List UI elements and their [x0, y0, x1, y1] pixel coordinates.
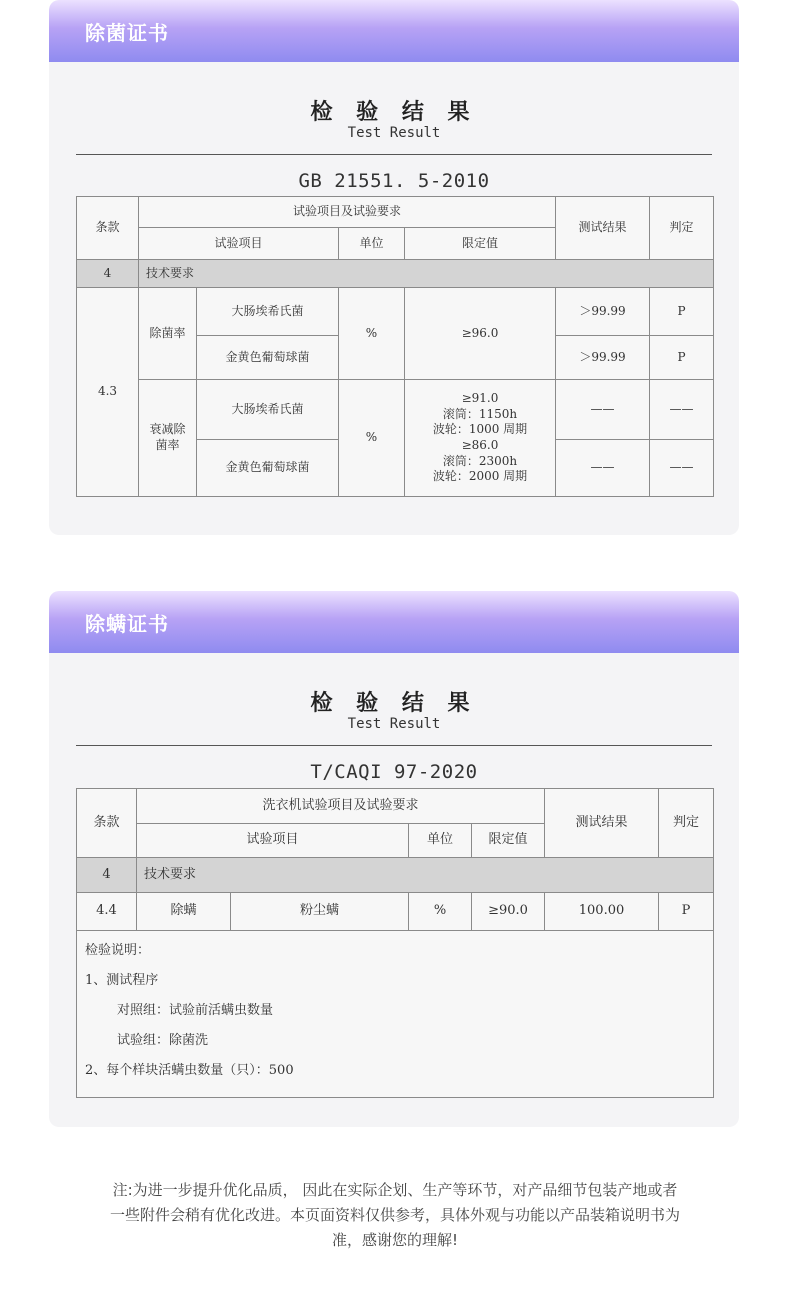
limit-line: ≥86.0 [461, 438, 499, 452]
test-result-table [76, 788, 714, 1098]
category-sterilization-rate: 除菌率 [139, 288, 197, 380]
notes-line: 对照组：试验前活螨虫数量 [117, 1003, 274, 1018]
result-cell: 100.00 [545, 893, 659, 931]
judgement-cell: P [659, 893, 714, 931]
header-test-group: 洗衣机试验项目及试验要求 [137, 789, 545, 824]
judgement-cell: —— [650, 380, 714, 440]
test-item: 大肠埃希氏菌 [197, 380, 339, 440]
notes-line: 2、每个样块活螨虫数量（只）：500 [85, 1063, 294, 1078]
header-limit: 限定值 [472, 824, 545, 858]
unit-cell: % [339, 380, 405, 497]
limit-line: 滚筒：1150h [442, 406, 518, 421]
category-line: 菌率 [155, 438, 180, 452]
section-number: 4 [77, 858, 137, 893]
section-label: 技术要求 [139, 260, 714, 288]
test-result-table [76, 196, 714, 497]
test-item: 金黄色葡萄球菌 [197, 336, 339, 380]
unit-cell: % [339, 288, 405, 380]
divider [76, 154, 712, 155]
header-test-item: 试验项目 [137, 824, 409, 858]
header-unit: 单位 [409, 824, 472, 858]
judgement-cell: —— [650, 440, 714, 497]
limit-cell: ≥96.0 [405, 288, 556, 380]
result-title: 检 验 结 果 [310, 691, 478, 716]
limit-line: ≥91.0 [461, 391, 499, 406]
header-result: 测试结果 [556, 197, 650, 260]
divider [76, 745, 712, 746]
section-number: 4 [77, 260, 139, 288]
section-label: 技术要求 [137, 858, 714, 893]
limit-line: 波轮：1000 周期 [432, 422, 528, 437]
notes-line: 试验组：除菌洗 [117, 1033, 209, 1048]
standard-number: T/CAQI 97-2020 [310, 761, 478, 783]
header-judgement: 判定 [659, 789, 714, 858]
disclaimer-footer [40, 1178, 750, 1253]
result-cell: —— [556, 440, 650, 497]
standard-number: GB 21551. 5-2010 [298, 170, 490, 192]
notes-heading: 检验说明： [85, 943, 151, 958]
header-judgement: 判定 [650, 197, 714, 260]
clause-number: 4.3 [77, 288, 139, 497]
unit-cell: % [409, 893, 472, 931]
judgement-cell: P [650, 288, 714, 336]
test-item: 金黄色葡萄球菌 [197, 440, 339, 497]
test-item: 粉尘螨 [231, 893, 409, 931]
sterilization-certificate-card [49, 0, 739, 535]
limit-cell: ≥90.0 [472, 893, 545, 931]
result-cell: ＞99.99 [556, 288, 650, 336]
header-clause: 条款 [77, 197, 139, 260]
disclaimer-line: 注:为进一步提升优化品质， 因此在实际企划、生产等环节，对产品细节包装产地或者 [112, 1181, 678, 1199]
result-cell: ＞99.99 [556, 336, 650, 380]
result-subtitle: Test Result [347, 125, 441, 141]
judgement-cell: P [650, 336, 714, 380]
header-result: 测试结果 [545, 789, 659, 858]
limit-cell [405, 380, 556, 497]
header-clause: 条款 [77, 789, 137, 858]
header-limit: 限定值 [405, 228, 556, 260]
category-line: 衰减除 [149, 422, 186, 437]
test-notes [77, 931, 714, 1098]
clause-number: 4.4 [77, 893, 137, 931]
card-title: 除菌证书 [85, 21, 169, 45]
header-test-group: 试验项目及试验要求 [139, 197, 556, 228]
limit-line: 波轮：2000 周期 [432, 469, 528, 484]
header-unit: 单位 [339, 228, 405, 260]
limit-line: 滚筒：2300h [442, 453, 518, 468]
category-attenuation-rate [139, 380, 197, 497]
disclaimer-line: 准，感谢您的理解! [331, 1231, 458, 1249]
disclaimer-line: 一些附件会稍有优化改进。本页面资料仅供参考，具体外观与功能以产品装箱说明书为 [109, 1206, 680, 1224]
result-cell: —— [556, 380, 650, 440]
test-item: 大肠埃希氏菌 [197, 288, 339, 336]
card-title: 除螨证书 [85, 612, 169, 636]
mite-removal-certificate-card [49, 591, 739, 1127]
result-subtitle: Test Result [347, 716, 441, 732]
result-title: 检 验 结 果 [310, 100, 478, 125]
category-cell: 除螨 [137, 893, 231, 931]
notes-line: 1、测试程序 [85, 973, 159, 988]
header-test-item: 试验项目 [139, 228, 339, 260]
